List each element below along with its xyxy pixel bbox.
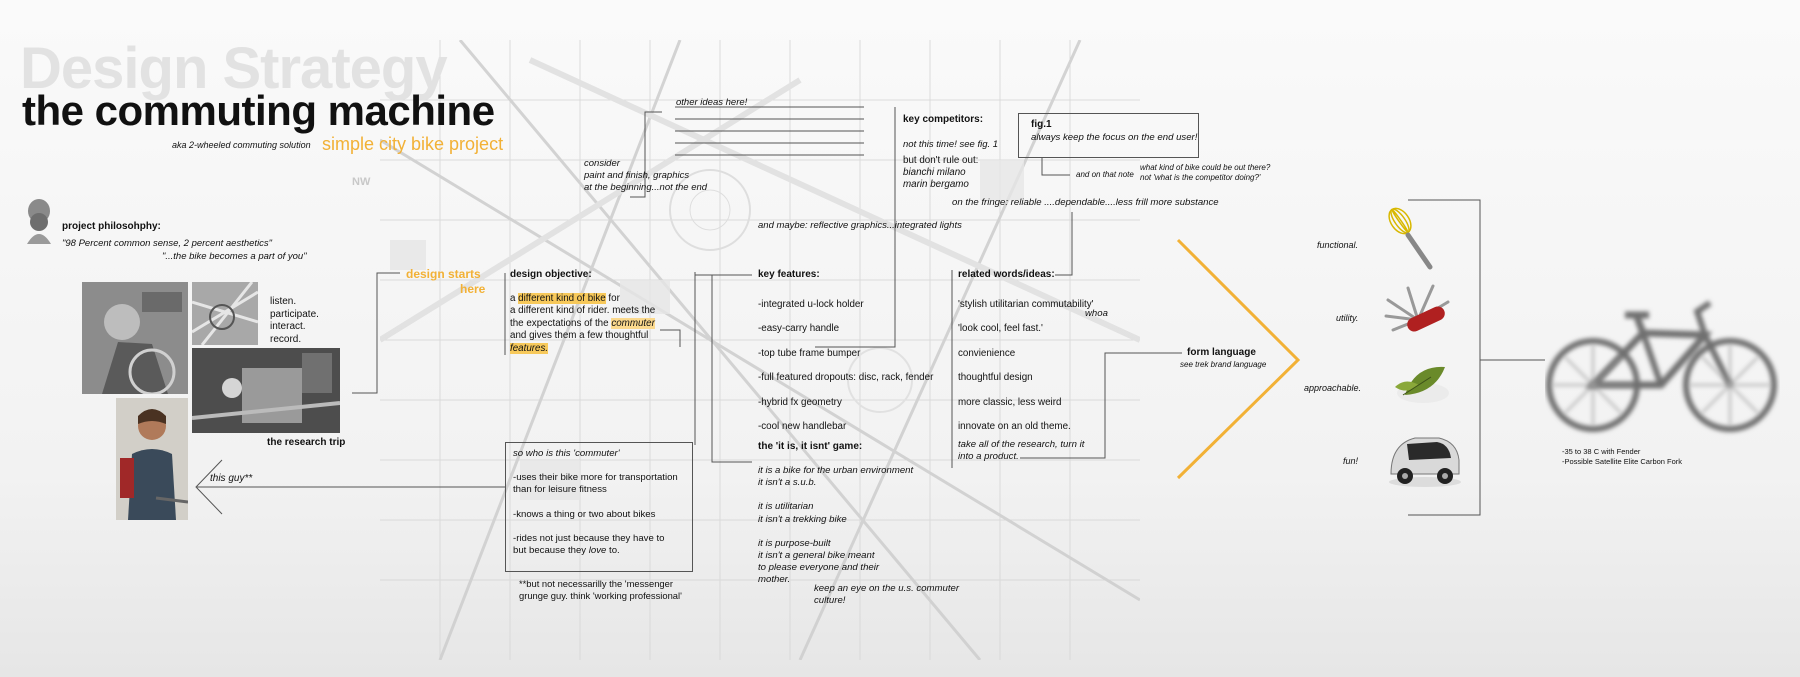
objective-line: a different kind of rider. meets the: [510, 305, 656, 317]
game-line: it is utilitarian: [758, 501, 814, 513]
competitors-not-this-time: not this time! see fig. 1: [903, 139, 999, 150]
feature-item: -hybrid fx geometry: [758, 396, 842, 408]
related-list: [958, 293, 1094, 439]
game-line: it isn't a s.u.b.: [758, 477, 817, 489]
commuter-item: -rides not just because they have to: [513, 532, 665, 544]
smart-car-icon: [1385, 430, 1465, 490]
project-subtitle: simple city bike project: [322, 134, 504, 154]
related-item: thoughtful design: [958, 372, 1033, 384]
fig1-question: what kind of bike could be out there?: [1140, 163, 1271, 172]
commuter-item: than for leisure fitness: [513, 484, 607, 496]
competitor-names: [903, 167, 969, 192]
feature-item: -cool new handlebar: [758, 421, 847, 433]
attribute-label-utility: utility.: [1336, 313, 1359, 323]
commuter-bike-image: [1545, 295, 1780, 440]
other-ideas-label: other ideas here!: [676, 97, 748, 108]
fig1-label: fig.1: [1031, 119, 1052, 130]
attribute-label-approachable: approachable.: [1304, 383, 1362, 393]
this-guy-label: this guy**: [210, 473, 253, 484]
objective-highlight-bike: different kind of bike: [518, 293, 606, 304]
design-starts-here-label: here: [460, 282, 486, 296]
game-line: it is a bike for the urban environment: [758, 465, 914, 476]
commuter-item-love: love: [588, 545, 607, 557]
research-to-product-note: [958, 439, 1084, 464]
related-item: innovate on an old theme.: [958, 421, 1071, 433]
feature-item: -integrated u-lock holder: [758, 299, 864, 310]
philosophy-heading: project philosohphy:: [62, 221, 161, 232]
related-item: convienience: [958, 347, 1016, 359]
related-heading: related words/ideas:: [958, 269, 1055, 280]
objective-highlight-features: features.: [510, 342, 549, 354]
whoa-note: whoa: [1085, 308, 1108, 319]
research-step: participate.: [270, 308, 319, 320]
leaf-icon: [1385, 355, 1455, 415]
aka-text: aka 2-wheeled commuting solution: [172, 140, 311, 150]
game-line: it is purpose-built: [758, 537, 831, 549]
fig1-note: and on that note: [1076, 170, 1134, 179]
commuter-item: -knows a thing or two about bikes: [513, 508, 656, 520]
commuter-definition-text: [513, 448, 678, 557]
whisk-icon: [1380, 205, 1440, 275]
game-line: mother.: [758, 574, 791, 586]
research-step: listen.: [270, 296, 297, 307]
bike-spec-line: -35 to 38 C with Fender: [1562, 447, 1641, 456]
attribute-label-fun: fun!: [1343, 456, 1359, 466]
fig1-text: always keep the focus on the end user!: [1031, 132, 1198, 143]
consider-line: consider: [584, 158, 620, 169]
research-step: interact.: [270, 321, 306, 332]
research-photo-commuter-guy: [116, 398, 188, 520]
features-heading: key features:: [758, 269, 820, 280]
research-note-line: take all of the research, turn it: [958, 439, 1085, 450]
fig1-questions: [1140, 163, 1270, 183]
form-language-sub: see trek brand language: [1180, 360, 1267, 369]
game-text: [758, 465, 913, 587]
game-note-line: culture!: [814, 595, 846, 606]
research-photo-cyclist: [82, 282, 188, 394]
features-list: [758, 293, 933, 439]
design-starts-label: design starts: [406, 267, 481, 281]
commuter-item-part: but because they: [513, 545, 589, 557]
commuter-footnote-line: **but not necessarilly the 'messenger: [519, 578, 673, 589]
commuter-item: -uses their bike more for transportation: [513, 472, 678, 484]
multitool-icon: [1378, 280, 1458, 350]
commuter-item-part: to.: [606, 545, 620, 557]
research-note-line: into a product.: [958, 451, 1019, 463]
objective-text: [510, 293, 655, 355]
consider-note: [584, 158, 707, 194]
research-photo-bike-parts: [192, 282, 258, 345]
game-note-line: keep an eye on the u.s. commuter: [814, 583, 960, 594]
philosophy-quote-2: "...the bike becomes a part of you": [162, 251, 307, 262]
bike-spec: [1562, 447, 1682, 466]
research-photo-workshop: [192, 348, 340, 433]
related-item: 'look cool, feel fast.': [958, 323, 1043, 335]
related-item: 'stylish utilitarian commutability': [958, 299, 1094, 310]
socrates-bust-image: [24, 196, 54, 244]
map-nw-label: NW: [352, 176, 371, 188]
research-steps: [270, 296, 319, 346]
attribute-label-functional: functional.: [1317, 240, 1359, 250]
form-language-heading: form language: [1187, 347, 1256, 358]
philosophy-quote-1: "98 Percent common sense, 2 percent aesthetics": [62, 238, 273, 249]
objective-text-part: a: [510, 293, 519, 304]
consider-line: paint and finish, graphics: [584, 170, 690, 181]
objective-text-part: the expectations of the: [510, 317, 612, 329]
competitors-heading: key competitors:: [903, 114, 984, 125]
objective-heading: design objective:: [510, 269, 592, 280]
maybe-note: and maybe: reflective graphics...integrated lights: [758, 220, 962, 231]
consider-line: at the beginning...not the end: [584, 182, 708, 193]
feature-item: -top tube frame bumper: [758, 347, 861, 359]
background-title: Design Strategy: [20, 36, 447, 101]
research-step: record.: [270, 333, 302, 345]
competitor-name: bianchi milano: [903, 167, 966, 178]
competitors-rule-out: but don't rule out:: [903, 155, 979, 166]
related-item: more classic, less weird: [958, 396, 1062, 408]
game-line: it isn't a trekking bike: [758, 513, 847, 525]
feature-item: -full featured dropouts: disc, rack, fender: [758, 372, 934, 384]
page-title: the commuting machine: [22, 87, 495, 134]
commuter-footnote-line: grunge guy. think 'working professional': [519, 590, 682, 601]
objective-text-part: for: [605, 293, 620, 304]
objective-line: and gives them a few thoughtful: [510, 330, 649, 342]
bike-spec-line: -Possible Satellite Elite Carbon Fork: [1562, 456, 1683, 466]
fringe-note: on the fringe: reliable ....dependable....less frill more substance: [952, 197, 1219, 208]
research-trip-caption: the research trip: [267, 437, 346, 448]
commuter-footnote: [519, 578, 682, 602]
objective-highlight-commuter: commuter: [611, 317, 655, 329]
feature-item: -easy-carry handle: [758, 323, 840, 335]
game-line: it isn't a general bike meant: [758, 550, 875, 562]
competitor-name: marin bergamo: [903, 179, 969, 191]
game-heading: the 'it is, it isnt' game:: [758, 441, 863, 452]
commuter-culture-note: [814, 583, 959, 607]
commuter-title: so who is this 'commuter': [513, 448, 620, 459]
fig1-question: not 'what is the competitor doing?': [1140, 173, 1261, 182]
game-line: to please everyone and their: [758, 562, 880, 574]
